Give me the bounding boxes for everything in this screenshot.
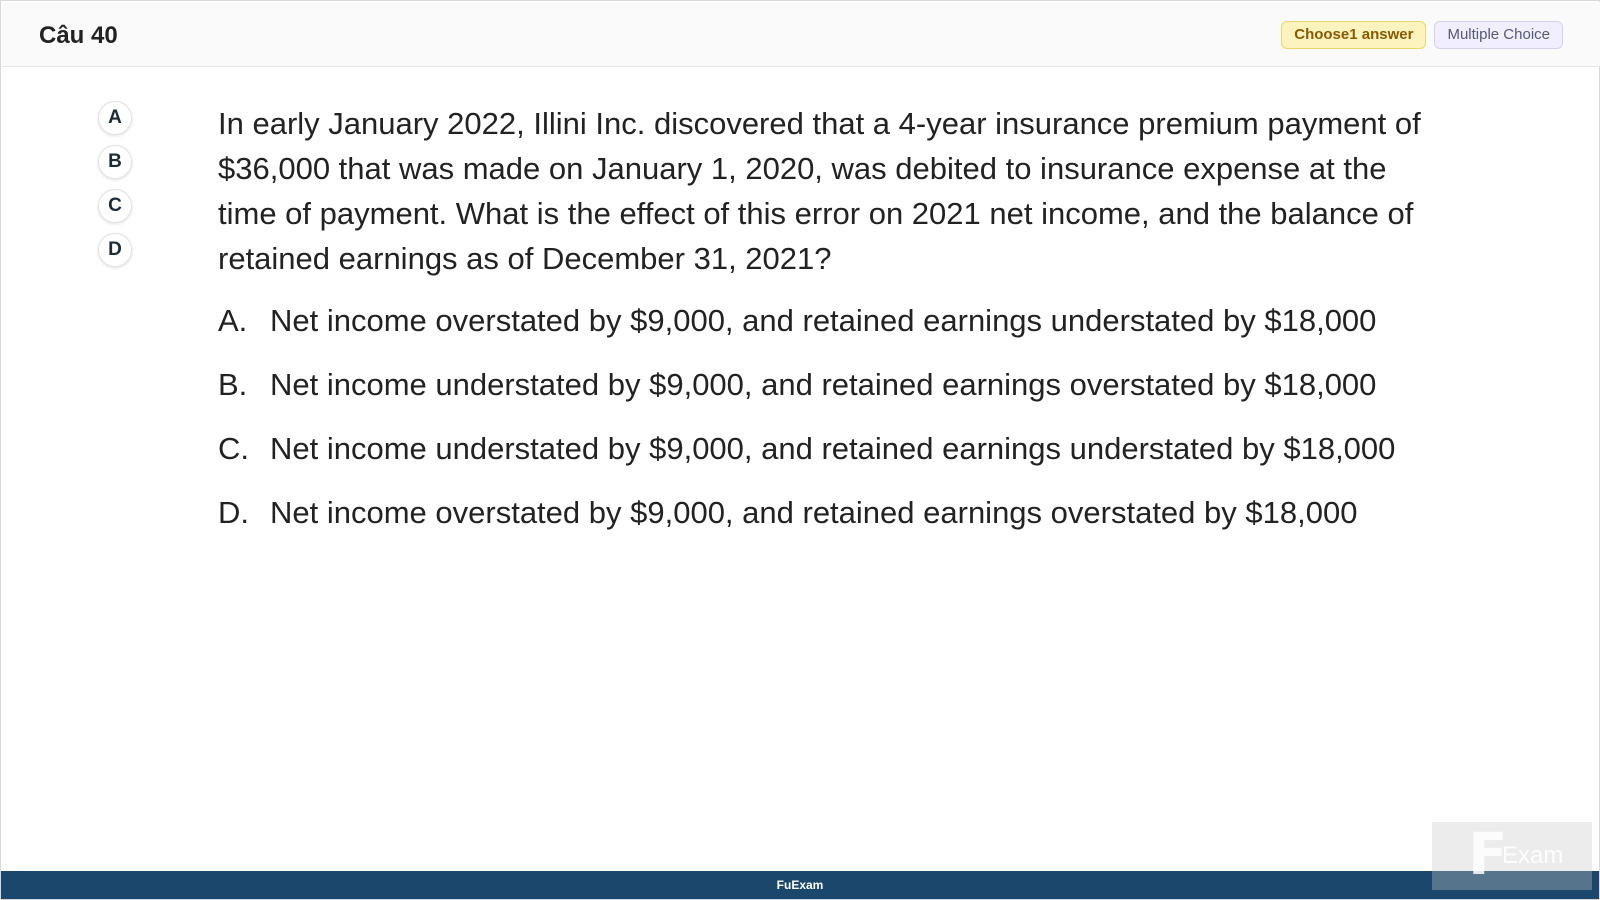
answer-button-b[interactable]: B [98,145,132,179]
answer-button-a[interactable]: A [98,101,132,135]
answer-selector [98,101,132,267]
option-c [218,429,1448,469]
question-header [2,2,1600,67]
option-b [218,365,1448,405]
option-letter: C. [218,431,249,466]
option-text: Net income understated by $9,000, and retained earnings overstated by $18,000 [270,367,1377,402]
answer-button-d[interactable]: D [98,233,132,267]
watermark-text: Exam [1502,842,1564,869]
choose-answer-badge: Choose1 answer [1281,21,1426,49]
option-text: Net income understated by $9,000, and retained earnings understated by $18,000 [270,431,1396,466]
footer-brand: FuExam [776,878,824,892]
option-text: Net income overstated by $9,000, and retained earnings overstated by $18,000 [270,495,1358,530]
option-letter: A. [218,303,248,338]
watermark-logo [1432,822,1592,890]
question-type-badge: Multiple Choice [1434,21,1563,49]
option-letter: B. [218,367,248,402]
question-text: In early January 2022, Illini Inc. discovered that a 4-year insurance premium payment of $36,000 that was made on January 1, 2020, was debited to insurance expense at the time of payment. What is the effect of this error on 2021 net income, and the balance of retained earnings as of December 31, 2021? [218,106,1421,276]
option-text: Net income overstated by $9,000, and retained earnings understated by $18,000 [270,303,1377,338]
footer-bar [1,871,1599,899]
question-badges [1281,21,1563,49]
question-number: Câu 40 [39,22,118,49]
option-d [218,493,1448,533]
option-list [218,301,1448,533]
option-letter: D. [218,495,249,530]
option-a [218,301,1448,341]
watermark-logo-icon: F [1468,820,1508,888]
question-block [218,101,1448,557]
answer-button-c[interactable]: C [98,189,132,223]
